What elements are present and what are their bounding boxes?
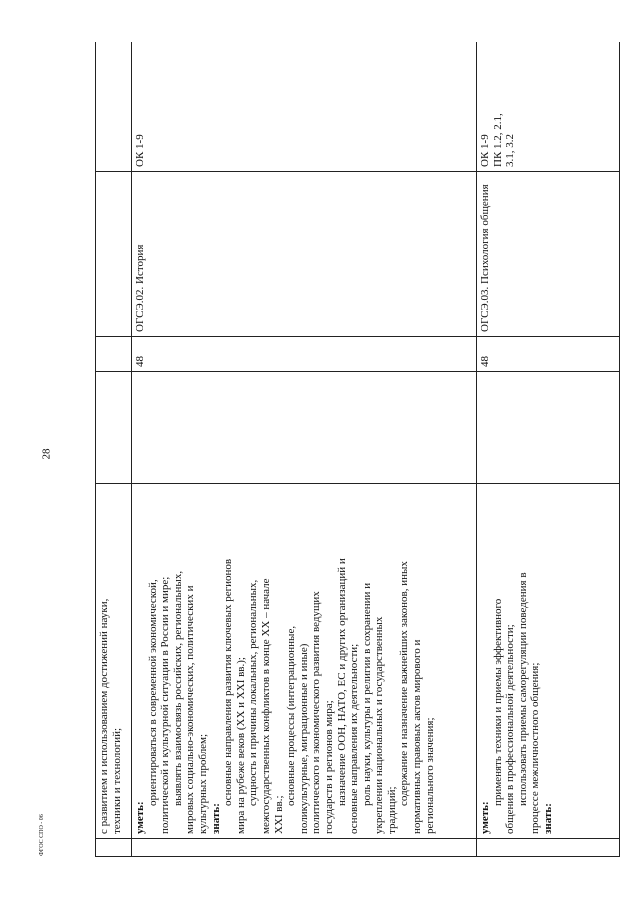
competency-table [95, 42, 620, 857]
knowledge-line: содержание и назначение важнейших законов, иных [398, 561, 411, 806]
competency-cell [96, 42, 132, 172]
index-cell [477, 839, 620, 857]
knowledge-line: общения в профессиональной деятельности; [504, 624, 517, 834]
knowledge-line: ориентироваться в современной экономической, [146, 579, 159, 806]
knowledge-line: использовать приемы саморегуляции поведения в [516, 572, 529, 806]
knowledge-line: мировых социально-экономических, политических и [184, 585, 197, 834]
discipline-cell: ОГСЭ.03. Психология общения [477, 172, 620, 337]
knowledge-line: укреплении национальных и государственных [373, 616, 386, 834]
discipline-cell [96, 172, 132, 337]
knowledge-line: основные направления развития ключевых регионов [222, 558, 235, 806]
knowledge-line: политического и экономического развития ведущих [310, 591, 323, 834]
knowledge-line: техники и технологий; [110, 727, 123, 834]
discipline-cell: ОГСЭ.02. История [132, 172, 477, 337]
total-hours-cell [132, 372, 477, 484]
knowledge-line: поликультурные, миграционные и иные) [297, 643, 310, 834]
knowledge-line: выявлять взаимосвязь российских, региональных, [171, 570, 184, 806]
knowledge-line: роль науки, культуры и религии в сохранении и [360, 582, 373, 806]
knowledge-line: государств и регионов мира; [322, 700, 335, 834]
knowledge-line: процессе межличностного общения; [529, 662, 542, 834]
knowledge-line: сущность и причины локальных, региональных, [247, 579, 260, 806]
index-cell [132, 839, 477, 857]
competency-cell [132, 42, 477, 172]
knowledge-line: регионального значения; [423, 717, 436, 834]
table-row-psychology [477, 42, 620, 857]
knowledge-line: нормативных правовых актов мирового и [411, 639, 424, 834]
hours-cell: 48 [477, 337, 620, 372]
knowledge-line: XXI вв.; [272, 795, 285, 834]
knowledge-line: традиций; [385, 786, 398, 834]
page-number: 28 [40, 448, 53, 460]
knowledge-line: основные направления их деятельности; [348, 643, 361, 834]
section-label: уметь: [479, 801, 491, 834]
hours-cell: 48 [132, 337, 477, 372]
knowledge-cell [477, 484, 620, 839]
table-row-history [132, 42, 477, 857]
competency-code: ОК 1-9 [479, 134, 491, 167]
knowledge-line: применять техники и приемы эффективного [491, 598, 504, 806]
knowledge-line: культурных проблем; [196, 733, 209, 834]
footer-code: ФГОС СПО - 06 [39, 814, 45, 856]
competency-code: ПК 1.2, 2.1, [491, 113, 504, 167]
rotated-table [95, 42, 620, 857]
knowledge-cell [132, 484, 477, 839]
table-container [95, 42, 620, 857]
competency-code: 3.1, 3.2 [504, 134, 517, 167]
knowledge-line: с развитием и использованием достижений науки, [98, 598, 110, 834]
total-hours-cell [477, 372, 620, 484]
competency-code: ОК 1-9 [134, 134, 146, 167]
total-hours-cell [96, 372, 132, 484]
section-label: знать: [209, 803, 222, 834]
index-cell [96, 839, 132, 857]
hours-cell [96, 337, 132, 372]
knowledge-line: политической и культурной ситуации в России и мире; [159, 576, 172, 834]
table-row-continuation [96, 42, 132, 857]
competency-cell [477, 42, 620, 172]
section-label: уметь: [134, 801, 146, 834]
knowledge-line: мира на рубеже веков (XX и XXI вв.); [234, 657, 247, 834]
knowledge-line: основные процессы (интеграционные, [285, 625, 298, 806]
knowledge-line: межгосударственных конфликтов в конце XX – начале [259, 578, 272, 834]
knowledge-line: назначение ООН, НАТО, ЕС и других организаций и [335, 558, 348, 806]
knowledge-cell [96, 484, 132, 839]
section-label: знать: [541, 803, 554, 834]
